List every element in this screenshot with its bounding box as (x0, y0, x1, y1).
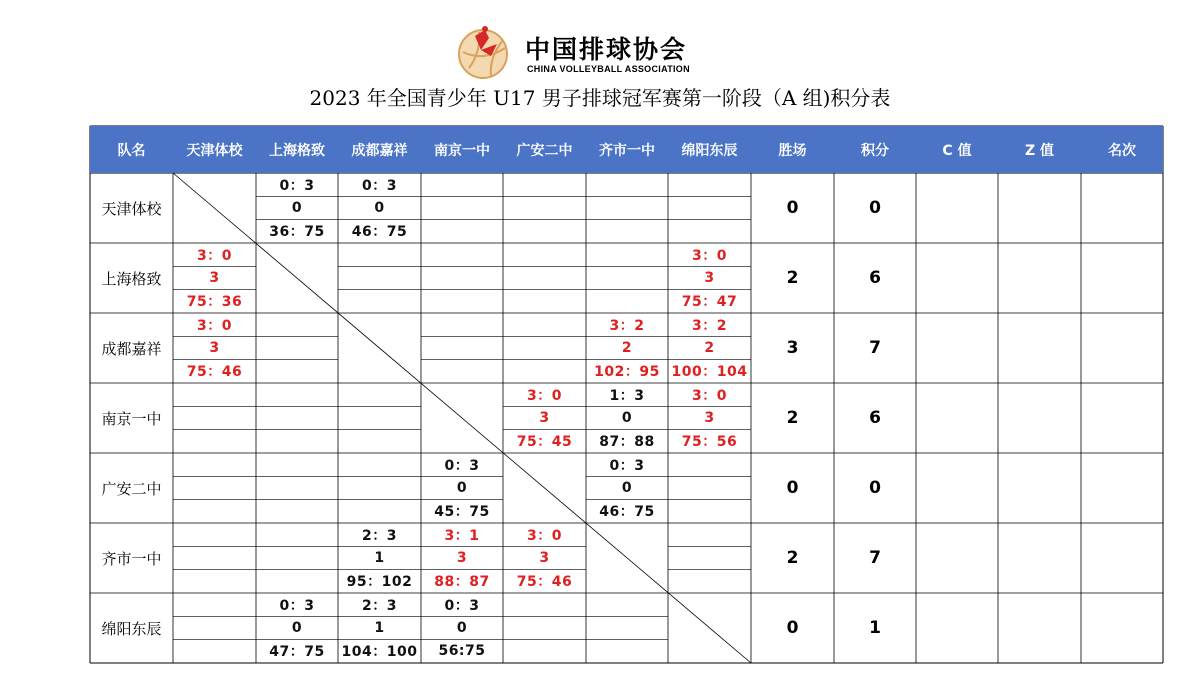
match-points: 3 (704, 409, 715, 426)
points-value: 1 (869, 618, 881, 638)
match-point-ratio: 75：45 (516, 434, 573, 451)
points-value: 6 (869, 268, 881, 288)
match-points: 0 (291, 199, 303, 216)
match-points: 0 (456, 619, 468, 636)
match-score: 0：3 (279, 177, 315, 194)
c-value (916, 173, 998, 243)
z-value (998, 523, 1081, 593)
match-score: 3：1 (444, 527, 480, 544)
match-point-ratio: 102：95 (594, 364, 660, 381)
rank-value (1081, 313, 1163, 383)
rank-value (1081, 173, 1163, 243)
match-points: 3 (456, 549, 468, 566)
match-points: 3 (539, 409, 550, 426)
rank-value (1081, 453, 1163, 523)
z-value (998, 593, 1081, 663)
match-point-ratio: 75：36 (186, 294, 243, 311)
team-name: 上海格致 (101, 269, 162, 288)
match-point-ratio: 46：75 (351, 224, 408, 241)
match-score: 3：0 (197, 247, 232, 264)
match-score: 2：3 (362, 527, 397, 544)
match-score: 3：0 (197, 317, 232, 334)
wins-value: 2 (786, 268, 799, 288)
match-points: 3 (704, 269, 715, 286)
match-point-ratio: 75：46 (516, 574, 573, 591)
match-score: 0：3 (444, 597, 480, 614)
match-points: 0 (374, 199, 385, 216)
z-value (998, 383, 1081, 453)
z-value (998, 173, 1081, 243)
match-score: 3：0 (692, 387, 727, 404)
match-point-ratio: 45：75 (434, 504, 490, 521)
logo-chinese-text: 中国排球协会 (525, 35, 688, 64)
team-name: 齐市一中 (101, 549, 162, 568)
wins-value: 3 (786, 338, 799, 358)
match-score: 2：3 (362, 597, 397, 614)
points-value: 6 (869, 408, 881, 428)
match-score: 3：0 (527, 527, 562, 544)
match-score: 0：3 (362, 177, 397, 194)
rank-value (1081, 383, 1163, 453)
match-points: 3 (539, 549, 550, 566)
match-score: 3：2 (609, 317, 645, 334)
z-value (998, 453, 1081, 523)
match-score: 1：3 (609, 387, 645, 404)
match-score: 0：3 (279, 597, 315, 614)
match-points: 0 (621, 409, 633, 426)
header-cell: 队名 (90, 126, 173, 173)
match-point-ratio: 95：102 (346, 574, 413, 591)
match-point-ratio: 46：75 (599, 504, 655, 521)
points-value: 0 (869, 198, 881, 218)
match-point-ratio: 75：47 (681, 294, 738, 311)
points-value: 7 (869, 548, 881, 568)
match-point-ratio: 104：100 (341, 644, 418, 661)
header-cell: 齐市一中 (586, 126, 668, 173)
match-score: 3：2 (692, 317, 727, 334)
match-point-ratio: 47：75 (269, 644, 325, 661)
match-score: 0：3 (609, 457, 645, 474)
match-point-ratio: 75：56 (681, 434, 738, 451)
wins-value: 0 (786, 198, 799, 218)
match-points: 3 (209, 269, 220, 286)
header-cell: 天津体校 (173, 126, 256, 173)
rank-value (1081, 593, 1163, 663)
c-value (916, 453, 998, 523)
z-value (998, 313, 1081, 383)
match-score: 3：0 (692, 247, 727, 264)
match-points: 3 (209, 339, 220, 356)
header-cell: 名次 (1081, 126, 1163, 173)
wins-value: 2 (786, 548, 799, 568)
match-point-ratio: 88：87 (434, 574, 490, 591)
header-cell: 上海格致 (256, 126, 338, 173)
match-points: 2 (621, 339, 633, 356)
c-value (916, 523, 998, 593)
header-cell: 绵阳东辰 (668, 126, 751, 173)
match-score: 0：3 (444, 457, 480, 474)
points-value: 7 (869, 338, 881, 358)
header-cell: 广安二中 (503, 126, 586, 173)
points-value: 0 (869, 478, 881, 498)
page-title: 2023 年全国青少年 U17 男子排球冠军赛第一阶段（A 组)积分表 (309, 86, 891, 110)
c-value (916, 593, 998, 663)
rank-value (1081, 523, 1163, 593)
header-cell: 成都嘉祥 (338, 126, 421, 173)
match-points: 1 (374, 549, 385, 566)
header-cell: 胜场 (751, 126, 834, 173)
z-value (998, 243, 1081, 313)
team-name: 绵阳东辰 (101, 619, 162, 638)
team-name: 成都嘉祥 (101, 339, 162, 358)
c-value (916, 383, 998, 453)
match-points: 0 (456, 479, 468, 496)
header-cell: 南京一中 (421, 126, 503, 173)
match-point-ratio: 36：75 (269, 224, 325, 241)
match-point-ratio: 75：46 (186, 364, 243, 381)
match-point-ratio: 87：88 (599, 434, 655, 451)
match-points: 0 (291, 619, 303, 636)
match-points: 2 (704, 339, 715, 356)
team-name: 南京一中 (101, 409, 162, 428)
match-score: 3：0 (527, 387, 562, 404)
team-name: 天津体校 (101, 199, 162, 218)
match-point-ratio: 100：104 (671, 364, 748, 381)
team-name: 广安二中 (101, 479, 162, 498)
match-points: 1 (374, 619, 385, 636)
wins-value: 0 (786, 478, 799, 498)
c-value (916, 313, 998, 383)
match-point-ratio: 56:75 (438, 643, 486, 660)
wins-value: 2 (786, 408, 799, 428)
logo-english-text: CHINA VOLLEYBALL ASSOCIATION (527, 64, 690, 74)
header-cell: 积分 (834, 126, 916, 173)
header-cell: Z 值 (998, 126, 1081, 173)
match-points: 0 (621, 479, 633, 496)
rank-value (1081, 243, 1163, 313)
c-value (916, 243, 998, 313)
header-cell: C 值 (916, 126, 998, 173)
wins-value: 0 (786, 618, 799, 638)
